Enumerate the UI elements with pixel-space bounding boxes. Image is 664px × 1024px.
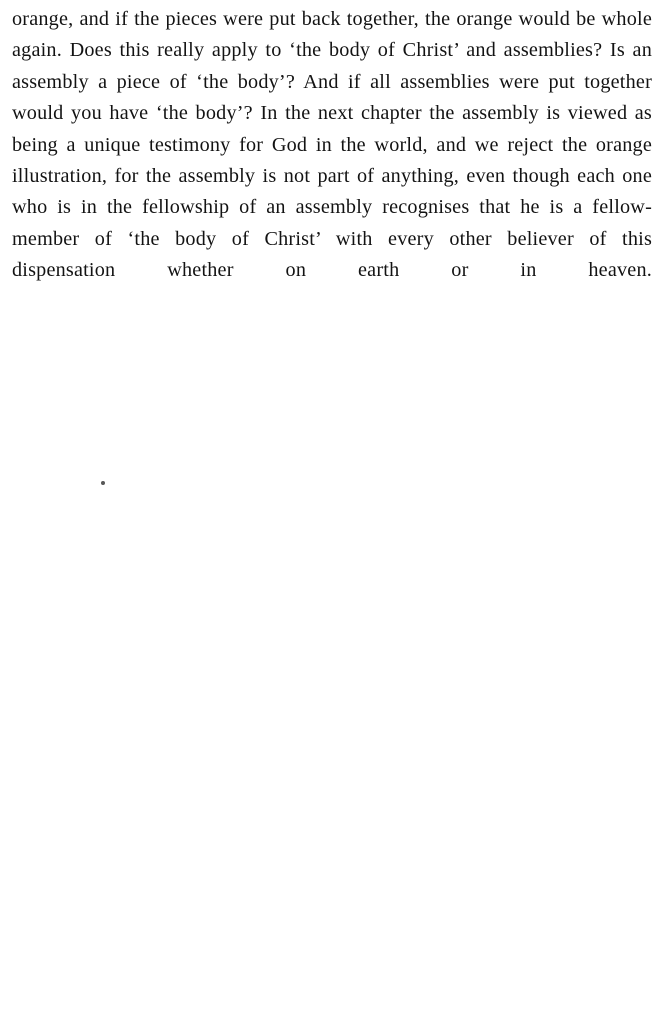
stray-ink-mark-icon (101, 481, 105, 485)
body-text-block (12, 4, 652, 318)
body-paragraph: orange, and if the pieces were put back together, the orange would be whole again. Does this really apply to ‘the body of Christ’ and assemblies? Is an assembly a piece of ‘the body’? And if all assemblies were put together would you have ‘the body’? In the next chapter the assembly is viewed as being a unique testimony for God in the world, and we reject the orange illustration, for the assembly is not part of anything, even though each one who is in the fellowship of an assembly recognises that he is a fellow-member of ‘the body of Christ’ with every other believer of this dispensation whether on earth or in heaven. (12, 8, 652, 282)
